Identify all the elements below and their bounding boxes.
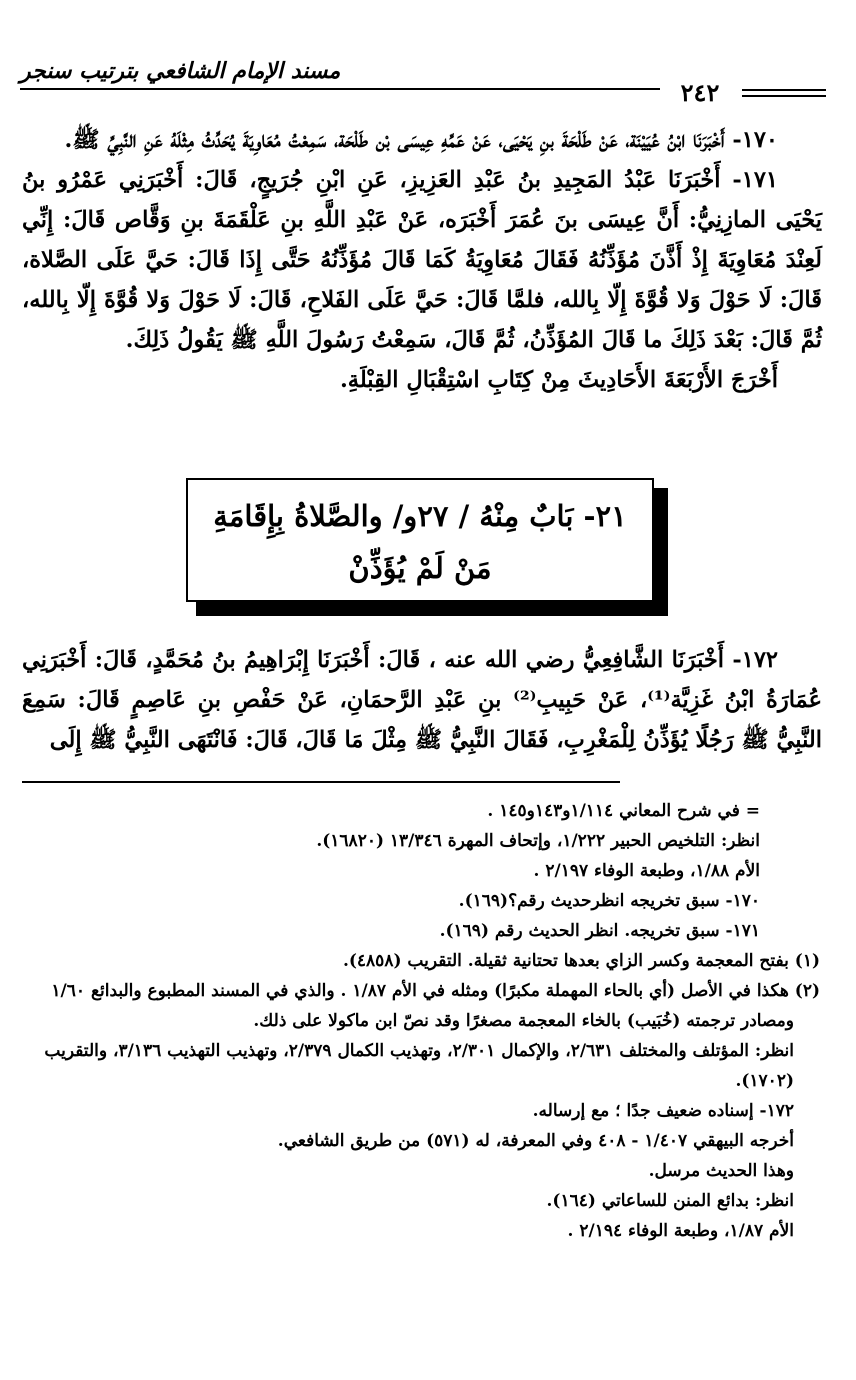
footnote-line: أخرجه البيهقي ١/٤٠٧ - ٤٠٨ وفي المعرفة، له (٥٧١) من طريق الشافعي. xyxy=(277,1131,794,1151)
footnote-separator xyxy=(22,781,620,783)
footnote-line: الأم ١/٨٨، وطبعة الوفاء ٢/١٩٧ . xyxy=(533,861,760,881)
footnote-line: انظر: التلخيص الحبير ١/٢٢٢، وإتحاف المهرة ١٣/٣٤٦ (١٦٨٢٠). xyxy=(316,831,760,851)
footnotes xyxy=(20,796,820,1246)
footnote-line: الأم ١/٨٧، وطبعة الوفاء ٢/١٩٤ . xyxy=(567,1221,794,1241)
footnote-1: (١) بفتح المعجمة وكسر الزاي بعدها تحتانية ثقيلة. التقريب (٤٨٥٨). xyxy=(342,951,820,971)
hadith-block-bottom xyxy=(22,640,822,760)
hadith-171: ١٧١- أَخْبَرَنَا عَبْدُ المَجِيدِ بنُ عَبْدِ العَزِيزِ، عَنِ ابْنِ جُرَيجٍ، قَالَ: أَخْبَرَنِي عَمْرُو بنُ يَحْيَى المازِنِيُّ: أَنَّ عِيسَى بنَ عُمَرَ أَخْبَرَه، عَنْ عَبْدِ اللَّهِ بنِ عَلْقَمَةَ بنِ وَقَّاص قَالَ: إِنِّي لَعِنْدَ مُعَاوِيَةَ إِذْ أَذَّنَ مُؤَذِّنُهُ فَقَالَ مُعَاوِيَةُ كَمَا قَالَ مُؤَذِّنُهُ حَتَّى إِذَا قَالَ: حَيَّ عَلَى الصَّلاة، قَالَ: لَا حَوْلَ وَلا قُوَّةَ إِلّا بِالله، فلمَّا قَالَ: حَيَّ عَلَى الفَلاحِ، قَالَ: لَا حَوْلَ وَلا قُوَّةَ إِلّا بِالله، ثُمَّ قَالَ: بَعْدَ ذَلِكَ ما قَالَ المُؤَذِّنُ، ثُمَّ قَالَ، سَمِعْتُ رَسُولَ اللَّهِ ﷺ يَقُولُ ذَلِكَ. xyxy=(22,167,822,353)
header-rule xyxy=(20,88,660,90)
running-header-title: مسند الإمام الشافعي بترتيب سنجر xyxy=(20,58,341,84)
hadith-block-top xyxy=(22,120,822,400)
chapter-heading: ٢١- بَابٌ مِنْهُ / ٢٧و/ والصَّلاةُ بِإِقَامَةِ مَنْ لَمْ يُؤَذِّنْ xyxy=(186,478,654,602)
footnote-line: = في شرح المعاني ١/١١٤و١٤٣و١٤٥ . xyxy=(487,801,760,821)
footnote-line: ١٧٢- إسناده ضعيف جدًا ؛ مع إرساله. xyxy=(532,1101,794,1121)
footnote-line: ١٧١- سبق تخريجه. انظر الحديث رقم (١٦٩). xyxy=(439,921,760,941)
footnote-line: وهذا الحديث مرسل. xyxy=(648,1161,794,1181)
page-number-rule xyxy=(742,89,826,97)
page-number: ٢٤٢ xyxy=(680,78,720,107)
hadith-172: ١٧٢- أَخْبَرَنَا الشَّافِعِيُّ رضي الله عنه ، قَالَ: أَخْبَرَنَا إِبْرَاهِيمُ بنُ مُحَمَّدٍ، قَالَ: أَخْبَرَنِي عُمَارَةُ ابْنُ غَزِيَّة⁽¹⁾، عَنْ حَبِيبِ⁽²⁾ بنِ عَبْدِ الرَّحمَانِ، عَنْ حَفْصِ بنِ عَاصِمٍ قَالَ: سَمِعَ النَّبِيُّ ﷺ رَجُلًا يُؤَذِّنُ لِلْمَغْرِبِ، فَقَالَ النَّبِيُّ ﷺ مِثْلَ مَا قَالَ، قَالَ: فَانْتَهَى النَّبِيُّ ﷺ إِلَى xyxy=(22,647,822,753)
hadith-170: ١٧٠- أَخْبَرَنَا ابْنُ عُيَيْنَة، عَنْ طَلْحَةَ بنِ يَحْيَى، عَنْ عَمِّهِ عِيسَى بْن طَلْحَة، سَمِعْتُ مُعَاوِيَةَ يُحَدِّثُ مِثْلَهُ عَنِ النَّبِيِّ ﷺ. xyxy=(64,127,778,153)
footnote-line: انظر: بدائع المنن للساعاتي (١٦٤). xyxy=(546,1191,794,1211)
footnote-line: ١٧٠- سبق تخريجه انظرحديث رقم؟(١٦٩). xyxy=(458,891,760,911)
takhrij-note: أَخْرَجَ الأَرْبَعَةَ الأَحَادِيثَ مِنْ كِتَابِ اسْتِقْبَالِ القِبْلَةِ. xyxy=(339,367,778,393)
footnote-2: (٢) هكذا في الأصل (أي بالحاء المهملة مكبرًا) ومثله في الأم ١/٨٧ . والذي في المسند المطبوع والبدائع ١/٦٠ ومصادر ترجمته (خُبَيب) بالخاء المعجمة مصغرًا وقد نصّ ابن ماكولا على ذلك. xyxy=(51,981,820,1031)
footnote-line: انظر: المؤتلف والمختلف ٢/٦٣١، والإكمال ٢/٣٠١، وتهذيب الكمال ٢/٣٧٩، وتهذيب التهذيب ٣/١٣٦، والتقريب (١٧٠٢). xyxy=(44,1041,794,1091)
